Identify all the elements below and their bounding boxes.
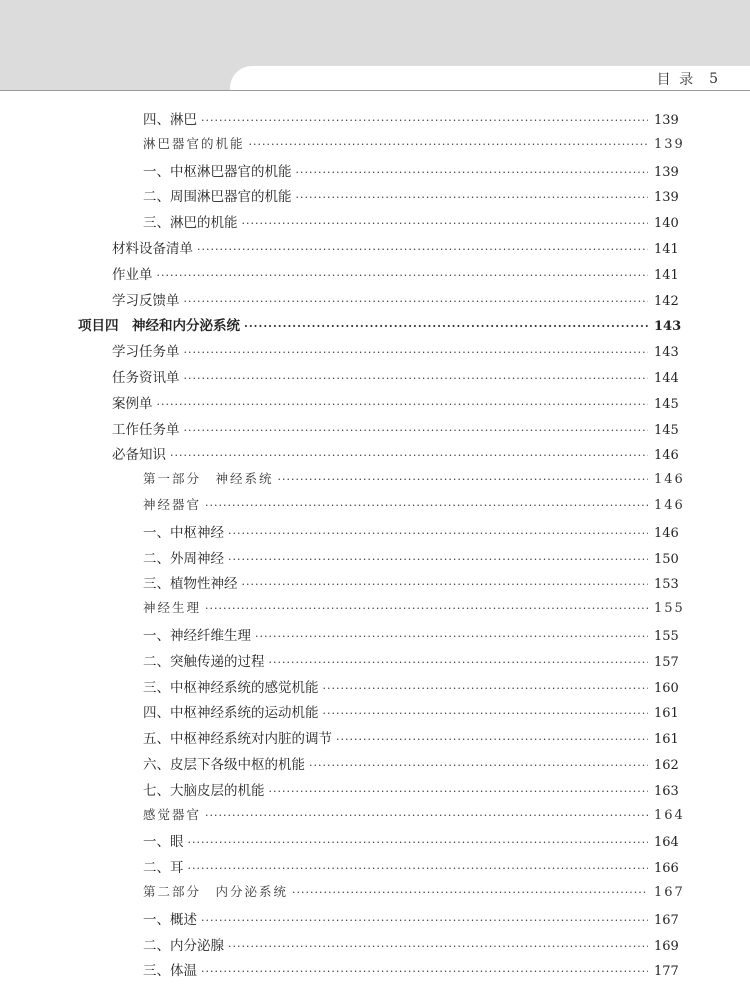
- dot-leader: [201, 914, 648, 927]
- dot-leader: [205, 499, 648, 512]
- toc-entry-title: 神经器官: [143, 497, 202, 512]
- toc-entry[interactable]: [143, 934, 678, 956]
- dot-leader: [184, 295, 649, 308]
- toc-entry-page: 139: [654, 190, 679, 206]
- toc-entry-title: 七、大脑皮层的机能: [143, 782, 265, 799]
- toc-entry-page: 140: [654, 216, 679, 232]
- toc-entry[interactable]: [143, 753, 678, 775]
- toc-entry-page: 162: [654, 758, 679, 773]
- toc-entry-title: 必备知识: [112, 447, 166, 464]
- toc-entry-page: 141: [654, 267, 679, 283]
- toc-entry[interactable]: [143, 805, 685, 827]
- dot-leader: [336, 733, 648, 746]
- toc-entry-page: 153: [654, 577, 679, 593]
- dot-leader: [188, 862, 649, 875]
- toc-entry-page: 146: [654, 525, 679, 541]
- dot-leader: [296, 166, 649, 179]
- toc-entry-title: 三、植物性神经: [143, 576, 238, 593]
- toc-entry-page: 155: [654, 629, 679, 644]
- toc-entry-title: 一、概述: [143, 911, 197, 928]
- toc-entry-page: 143: [654, 319, 682, 335]
- toc-entry[interactable]: [143, 495, 685, 517]
- toc-entry-page: 143: [654, 345, 679, 361]
- toc-entry-page: 161: [654, 706, 679, 722]
- toc-entry[interactable]: [143, 856, 678, 878]
- dot-leader: [228, 940, 648, 953]
- toc-entry[interactable]: [143, 624, 678, 646]
- page-number: 5: [709, 71, 720, 87]
- header-rule: [0, 90, 750, 91]
- toc-entry-title: 第二部分 内分泌系统: [143, 884, 289, 899]
- toc-entry-page: 146: [654, 448, 679, 464]
- toc-entry-page: 167: [654, 912, 679, 928]
- section-title: 目 录: [656, 72, 696, 88]
- toc-entry-page: 157: [654, 654, 679, 670]
- toc-entry-title: 二、周围淋巴器官的机能: [143, 189, 292, 206]
- dot-leader: [184, 346, 649, 359]
- toc-entry-page: 177: [654, 964, 679, 980]
- dot-leader: [309, 759, 648, 772]
- toc-entry-page: 164: [654, 835, 679, 851]
- dot-leader: [157, 398, 649, 411]
- toc-entry-page: 144: [654, 371, 679, 386]
- toc-entry-title: 一、神经纤维生理: [143, 628, 251, 644]
- toc-entry-page: 166: [654, 861, 679, 877]
- toc-entry-title: 案例单: [112, 395, 153, 412]
- toc-entry-page: 164: [654, 807, 685, 823]
- toc-entry-title: 学习反馈单: [112, 292, 180, 309]
- toc-entry[interactable]: [143, 211, 678, 233]
- toc-entry-title: 四、中枢神经系统的运动机能: [143, 705, 319, 722]
- toc-entry-title: 二、耳: [143, 860, 184, 877]
- toc-entry-page: 167: [654, 885, 685, 900]
- toc-entry-title: 项目四 神经和内分泌系统: [78, 318, 240, 335]
- dot-leader: [197, 243, 648, 256]
- toc-entry-title: 神经生理: [143, 600, 202, 616]
- toc-entry-title: 六、皮层下各级中枢的机能: [143, 757, 305, 773]
- dot-leader: [249, 138, 648, 151]
- toc-entry-title: 一、眼: [143, 834, 184, 851]
- toc-entry-title: 二、外周神经: [143, 550, 224, 567]
- dot-leader: [184, 424, 649, 437]
- toc-entry[interactable]: [112, 443, 678, 465]
- toc-entry[interactable]: [143, 959, 678, 981]
- toc-entry-title: 三、中枢神经系统的感觉机能: [143, 679, 319, 696]
- toc-entry[interactable]: [143, 830, 678, 852]
- toc-entry-page: 161: [654, 732, 679, 748]
- dot-leader: [201, 965, 648, 978]
- toc-entry-page: 150: [654, 551, 679, 567]
- toc-entry-title: 材料设备清单: [112, 241, 193, 257]
- toc-entry-page: 169: [654, 938, 679, 954]
- toc-entry-title: 淋巴器官的机能: [143, 135, 245, 151]
- dot-leader: [269, 656, 649, 669]
- toc-entry[interactable]: [143, 469, 685, 491]
- toc-entry-title: 第一部分 神经系统: [143, 471, 274, 487]
- dot-leader: [242, 578, 649, 591]
- toc-entry[interactable]: [143, 701, 678, 723]
- toc-entry[interactable]: [143, 676, 678, 698]
- toc-entry[interactable]: [143, 650, 678, 672]
- dot-leader: [201, 114, 648, 127]
- toc-entry-title: 五、中枢神经系统对内脏的调节: [143, 731, 332, 748]
- toc-entry-page: 145: [654, 396, 679, 412]
- dot-leader: [323, 682, 649, 695]
- toc-entry-title: 作业单: [112, 266, 153, 283]
- dot-leader: [184, 372, 649, 385]
- dot-leader: [157, 269, 649, 282]
- toc-entry-title: 感觉器官: [143, 806, 202, 822]
- toc-entry-title: 二、突触传递的过程: [143, 653, 265, 670]
- dot-leader: [205, 809, 648, 822]
- toc-entry[interactable]: [143, 134, 685, 156]
- toc-entry[interactable]: [143, 160, 678, 182]
- toc-entry[interactable]: [112, 340, 678, 362]
- toc-entry-page: 139: [654, 164, 679, 180]
- dot-leader: [296, 191, 649, 204]
- running-header: [657, 69, 720, 89]
- toc-entry-page: 163: [654, 783, 679, 799]
- toc-entry[interactable]: [112, 237, 678, 259]
- toc-entry[interactable]: [112, 263, 678, 285]
- dot-leader: [228, 527, 648, 540]
- toc-entry-title: 一、中枢神经: [143, 524, 224, 541]
- toc-entry-page: 146: [654, 472, 685, 488]
- toc-entry-page: 155: [654, 601, 685, 617]
- toc-entry-title: 任务资讯单: [112, 370, 180, 386]
- toc-entry[interactable]: [143, 572, 678, 594]
- toc-entry[interactable]: [112, 366, 678, 388]
- toc-entry[interactable]: [78, 314, 682, 336]
- dot-leader: [323, 707, 649, 720]
- toc-entry[interactable]: [143, 908, 678, 930]
- toc-entry[interactable]: [143, 779, 678, 801]
- toc-entry[interactable]: [143, 598, 685, 620]
- dot-leader: [255, 630, 648, 643]
- dot-leader: [228, 553, 648, 566]
- toc-entry-page: 141: [654, 242, 679, 257]
- toc-entry-page: 142: [654, 293, 679, 309]
- dot-leader: [292, 886, 648, 899]
- toc-entry-title: 三、淋巴的机能: [143, 215, 238, 232]
- dot-leader: [244, 320, 648, 333]
- toc-entry[interactable]: [143, 727, 678, 749]
- dot-leader: [278, 473, 648, 486]
- toc-entry-title: 一、中枢淋巴器官的机能: [143, 163, 292, 180]
- dot-leader: [170, 449, 648, 462]
- toc-entry[interactable]: [143, 521, 678, 543]
- toc-entry-title: 三、体温: [143, 963, 197, 980]
- dot-leader: [269, 785, 649, 798]
- toc-entry-title: 二、内分泌腺: [143, 937, 224, 954]
- dot-leader: [205, 602, 648, 615]
- toc-entry-page: 139: [654, 136, 685, 152]
- dot-leader: [242, 217, 649, 230]
- toc-entry-page: 145: [654, 422, 679, 438]
- toc-entry-title: 四、淋巴: [143, 112, 197, 128]
- dot-leader: [188, 836, 649, 849]
- toc-entry[interactable]: [143, 108, 678, 130]
- toc-entry-page: 146: [654, 498, 685, 513]
- toc-entry[interactable]: [112, 289, 678, 311]
- toc-entry-title: 学习任务单: [112, 344, 180, 361]
- toc-entry[interactable]: [143, 547, 678, 569]
- toc-entry[interactable]: [143, 185, 678, 207]
- toc-entry[interactable]: [143, 882, 685, 904]
- toc-entry[interactable]: [112, 392, 678, 414]
- toc-entry-title: 工作任务单: [112, 421, 180, 438]
- toc-entry-page: 139: [654, 113, 679, 128]
- toc-entry-page: 160: [654, 680, 679, 696]
- toc-entry[interactable]: [112, 418, 678, 440]
